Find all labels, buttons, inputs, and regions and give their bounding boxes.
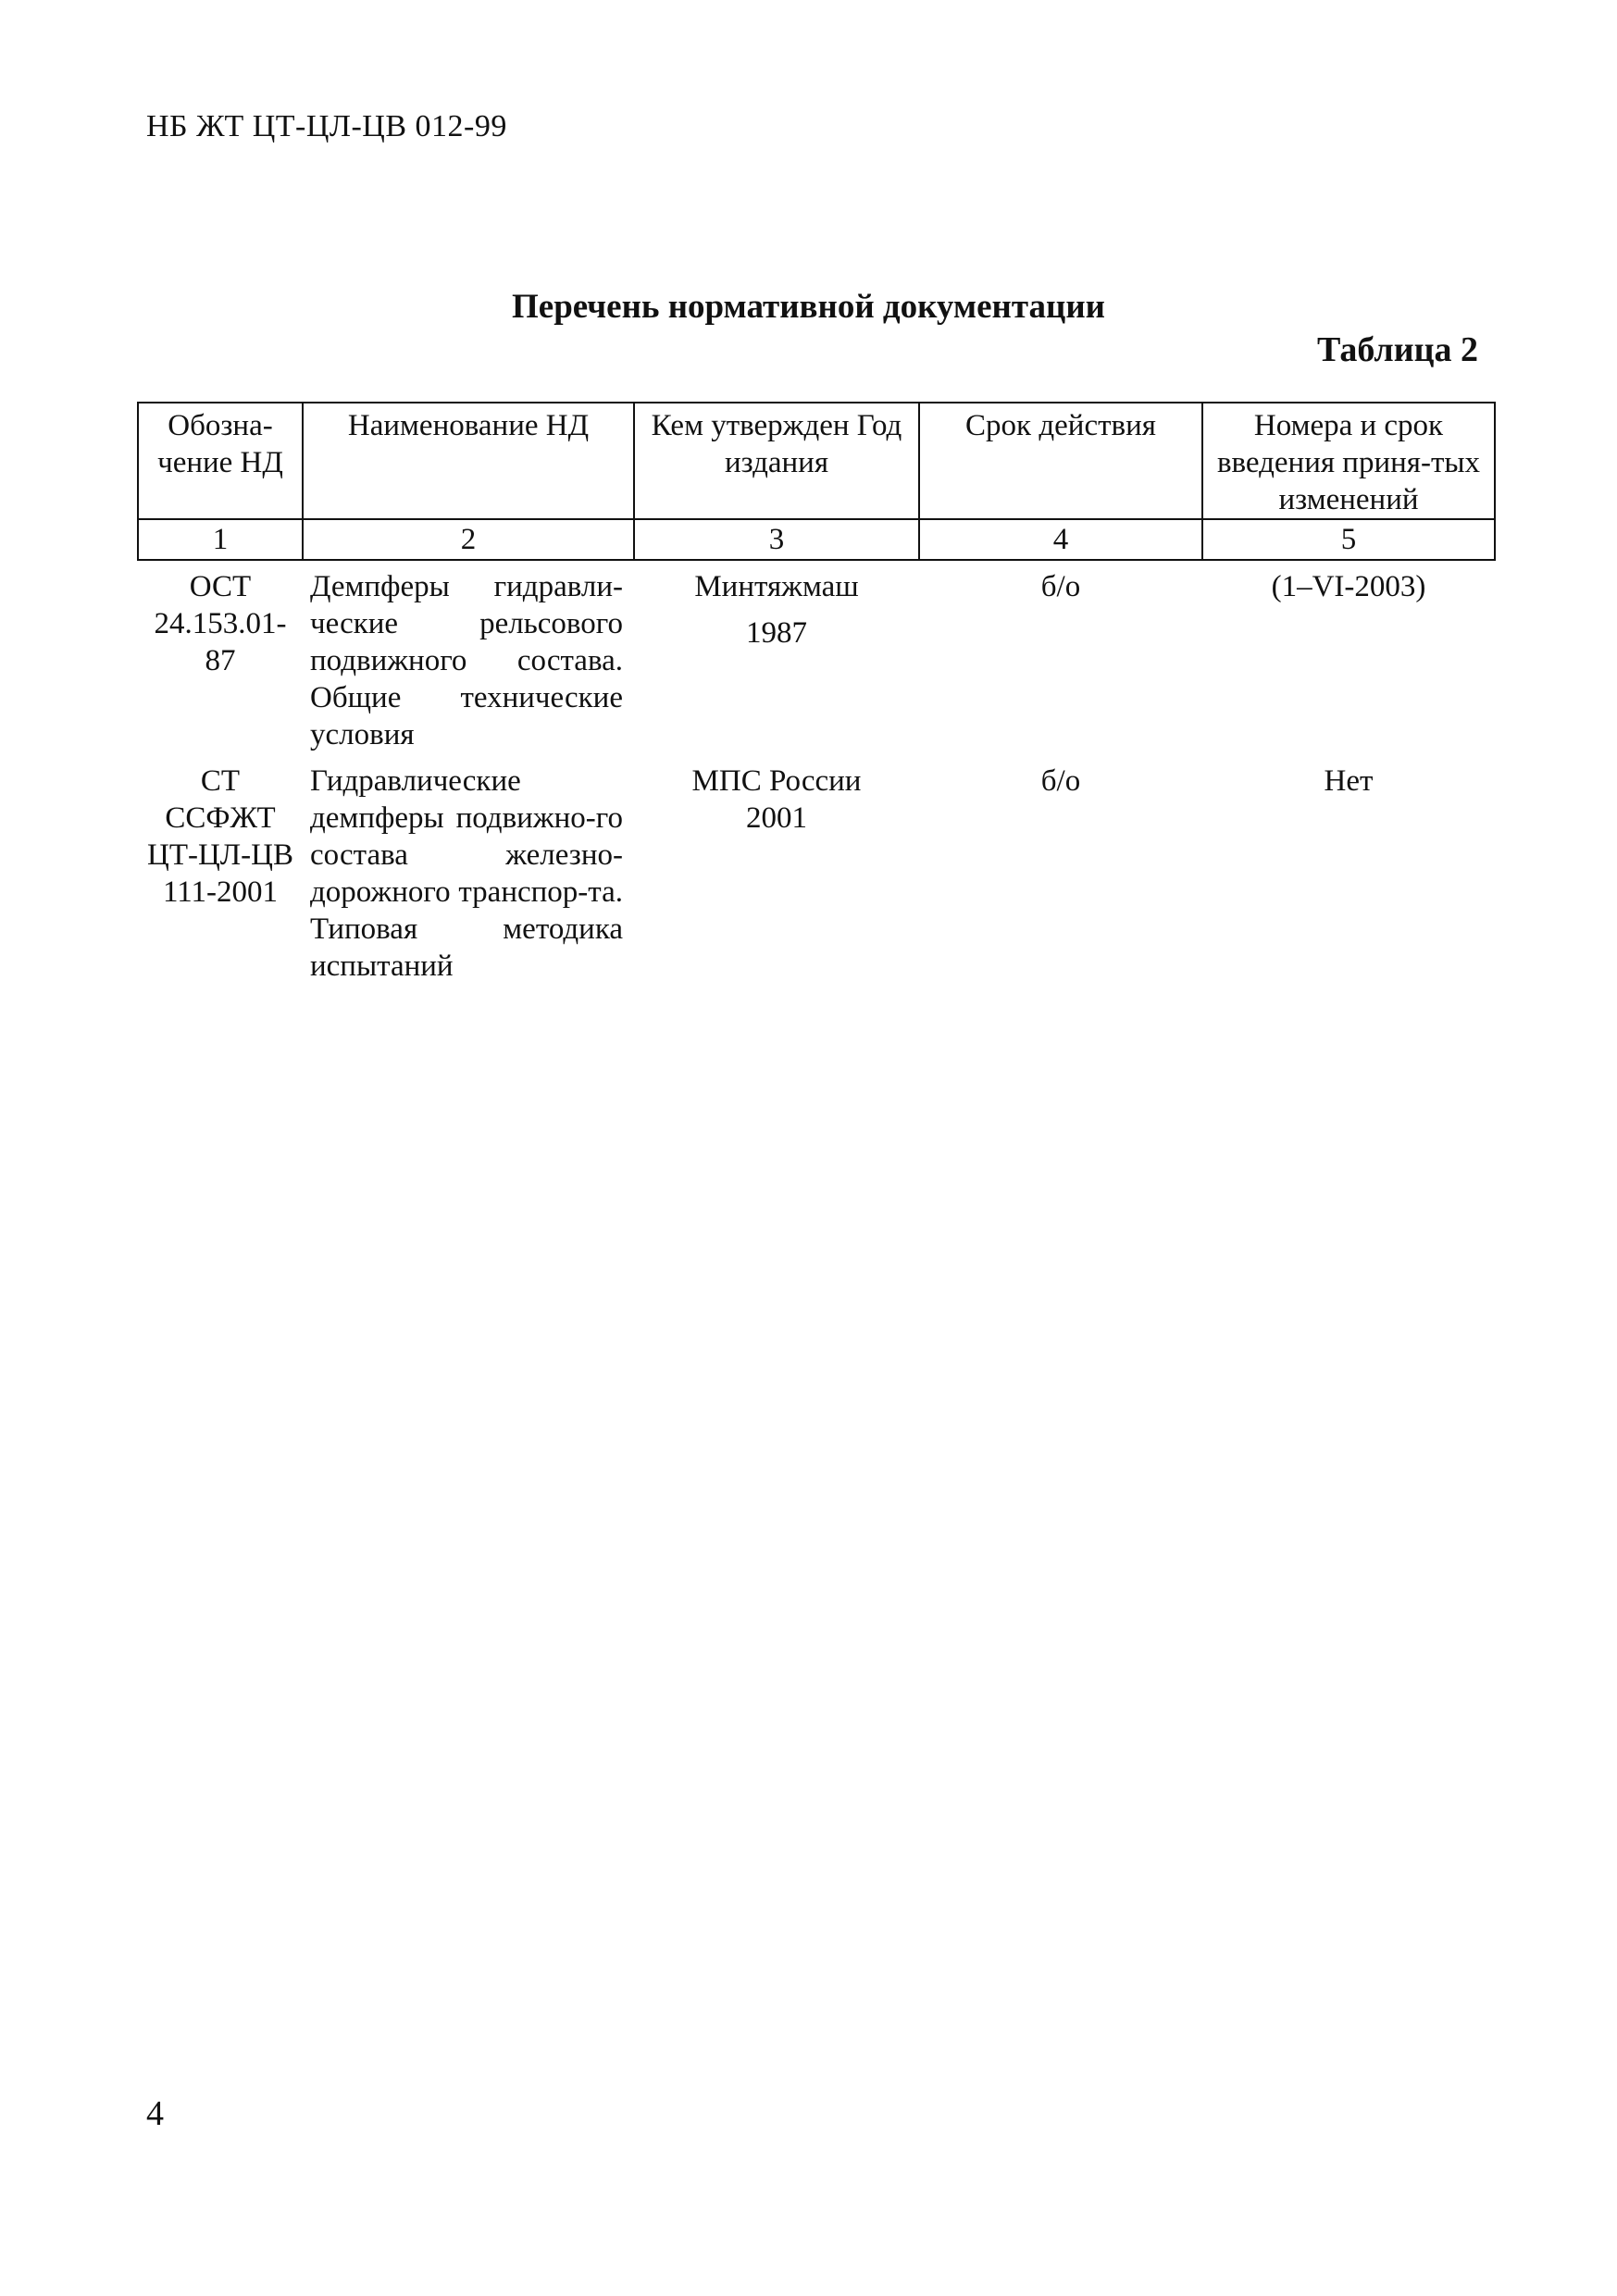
column-header-changes: Номера и срок введения приня-тых изменений xyxy=(1202,403,1495,519)
column-number-row xyxy=(138,519,1495,560)
document-code: НБ ЖТ ЦТ-ЦЛ-ЦВ 012-99 xyxy=(146,109,507,143)
cell-designation: ОСТ 24.153.01-87 xyxy=(154,570,287,677)
column-header-approved: Кем утвержден Год издания xyxy=(634,403,919,519)
table-label: Таблица 2 xyxy=(1316,330,1478,369)
cell-name: Гидравлические демпферы подвижно-го состава железно-дорожного транспор-та. Типовая методика испытаний xyxy=(310,764,623,983)
publication-year: 2001 xyxy=(746,801,807,835)
cell-approved xyxy=(634,560,919,753)
column-number: 2 xyxy=(303,519,634,560)
cell-validity: б/о xyxy=(1040,570,1081,603)
cell-changes: Нет xyxy=(1324,764,1374,798)
cell-validity: б/о xyxy=(1040,764,1081,798)
column-header-name: Наименование НД xyxy=(303,403,634,519)
column-number: 4 xyxy=(919,519,1202,560)
column-header-validity: Срок действия xyxy=(919,403,1202,519)
cell-changes: (1–VI-2003) xyxy=(1271,570,1426,603)
table-row xyxy=(138,753,1495,985)
column-number: 3 xyxy=(634,519,919,560)
cell-approved xyxy=(634,753,919,985)
document-title: Перечень нормативной документации xyxy=(512,288,1105,326)
column-number: 5 xyxy=(1202,519,1495,560)
publication-year: 1987 xyxy=(746,616,807,650)
table-row xyxy=(138,560,1495,753)
column-number: 1 xyxy=(138,519,303,560)
table-header-row xyxy=(138,403,1495,519)
approved-by: МПС России xyxy=(691,764,862,798)
normative-docs-table xyxy=(137,402,1496,985)
cell-designation: СТ ССФЖТ ЦТ-ЦЛ-ЦВ 111-2001 xyxy=(146,764,294,909)
page-number: 4 xyxy=(146,2094,164,2133)
approved-by: Минтяжмаш xyxy=(694,570,859,603)
column-header-designation: Обозна-чение НД xyxy=(138,403,303,519)
cell-name: Демпферы гидравли-ческие рельсового подвижного состава. Общие технические условия xyxy=(310,570,623,751)
